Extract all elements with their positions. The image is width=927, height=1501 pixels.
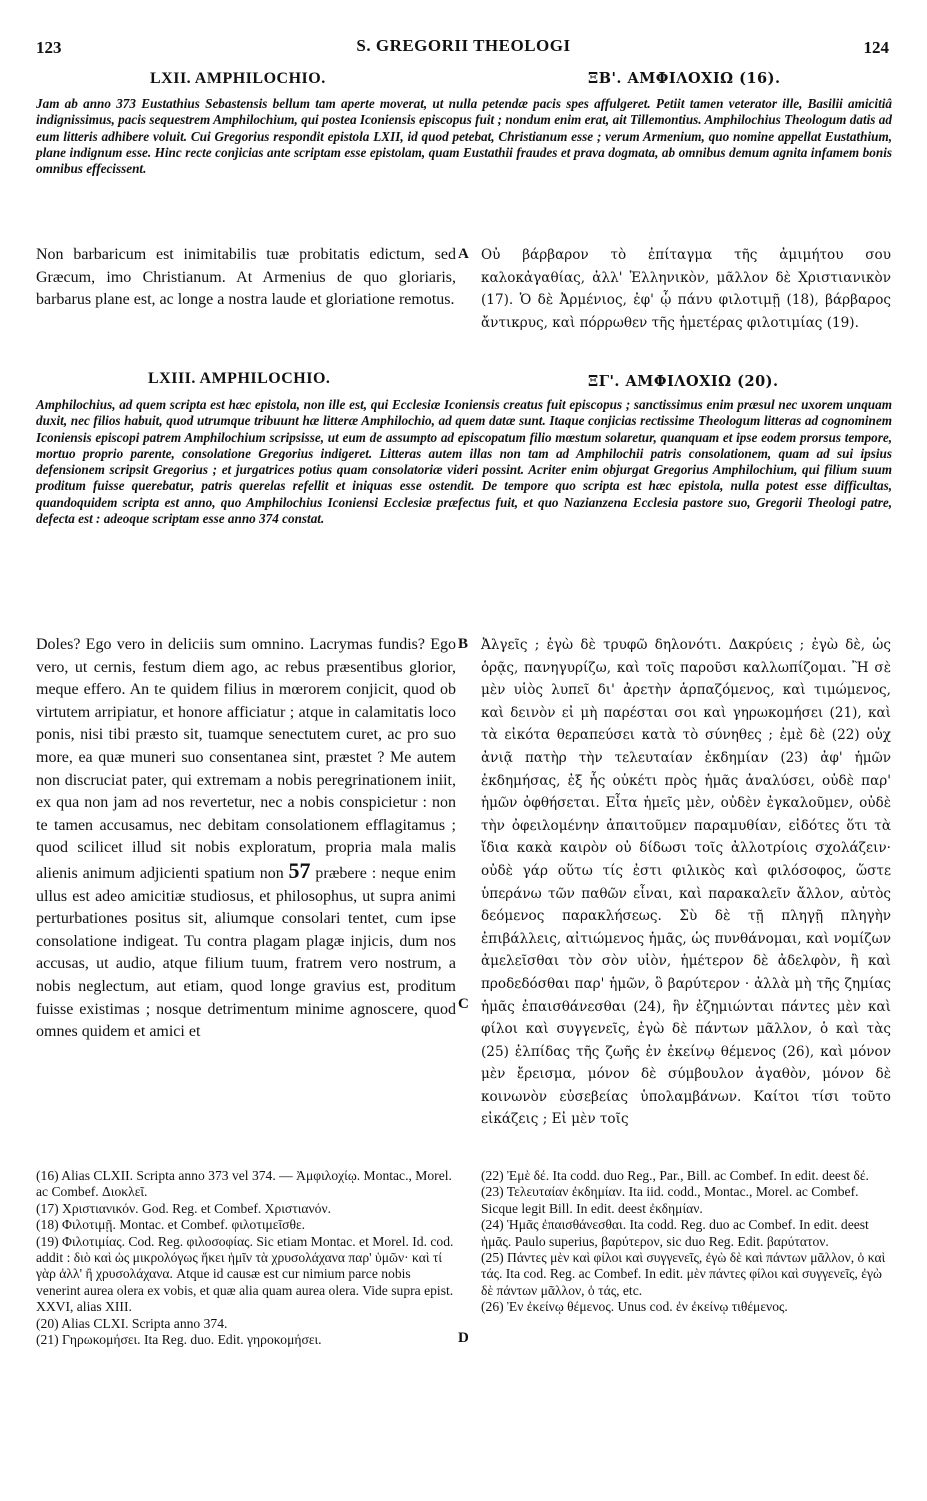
margin-marker-d: D [458, 1330, 469, 1346]
letter62-greek-text: Οὐ βάρβαρον τὸ ἐπίταγμα τῆς ἀμιμήτου σου καλοκἀγαθίας, ἀλλ' Ἑλληνικὸν, μᾶλλον δὲ Χριστιανικὸν (17). Ὁ δὲ Ἀρμένιος, ἐφ' ᾧ πάνυ φιλοτιμῇ (18), βάρβαρος ἄντικρυς, καὶ πόρρωθεν τῆς ἡμετέρας φιλοτιμίας (19). [481, 247, 891, 331]
letter63-greek-heading: ΞΓ'. ΑΜΦΙΛΟΧΙΩ (20). [588, 373, 779, 390]
letter63-latin-heading: LXIII. AMPHILOCHIO. [148, 370, 331, 387]
footnote-26: (26) Ἐν ἐκείνῳ θέμενος. Unus cod. ἐν ἐκείνῳ τιθέμενος. [481, 1299, 788, 1315]
footnote-19: (19) Φιλοτιμίας. Cod. Reg. φιλοσοφίας. Sic etiam Montac. et Morel. Id. cod. addit : διὸ καὶ ὡς μικρολόγως ἥκει ἡμῖν τὰ χρυσολάχανα παρ' ὑμῶν· καὶ τί γὰρ ἀλλ' ἢ χρυσολάχανα. Atque id causæ est cur nimium parce nobis venerint aurea olera ex vobis, et quæ alia quam aurea olera. Vide supra epist. XXVI, alias XIII. [36, 1233, 454, 1315]
right-page-number: 124 [863, 38, 889, 57]
letter62-greek-heading: ΞΒ'. ΑΜΦΙΛΟΧΙΩ (16). [588, 70, 781, 87]
footnote-23: (23) Τελευταίαν ἐκδημίαν. Ita iid. codd., Montac., Morel. ac Combef. Sicque legit Bill. In edit. deest ἐκδημίαν. [481, 1184, 859, 1216]
footnote-16: (16) Alias CLXII. Scripta anno 373 vel 374. — Ἀμφιλοχίῳ. Montac., Morel. ac Combef. Διοκλεῖ. [36, 1168, 452, 1200]
footnotes-right [481, 1168, 891, 1316]
letter62-latin-text: Non barbaricum est inimitabilis tuæ probitatis edictum, sed Græcum, imo Christianum. At Armenius de quo gloriaris, barbarus plane est, ac longe a nostra laude et gloriatione remotus. [36, 246, 456, 309]
letter63-greek-text: Ἀλγεῖς ; ἐγὼ δὲ τρυφῶ δηλονότι. Δακρύεις ; ἐγὼ δὲ, ὡς ὁρᾷς, πανηγυρίζω, καὶ τοῖς παροῦσι καλλωπίζομαι. Ἢ σὲ μὲν υἱὸς λυπεῖ δι' ἀρετὴν ἁρπαζόμενος, καὶ τιμώμενος, καὶ δεινὸν εἰ μὴ παρέσται σοι καὶ γηρωκομήσει (21), καὶ τὰ εἰκότα θεραπεύσει κατὰ τὸ σύνηθες ; ἐμὲ δὲ (22) οὐχ ἀνιᾷ πατὴρ τὴν τελευταίαν ἐκδημίαν (23) ἀφ' ἡμῶν ἐκδημήσας, ἐξ ἧς οὐκέτι πρὸς ἡμᾶς ἀναλύσει, οὐδὲ παρ' ἡμῶν ὀφθήσεται. Εἶτα ἡμεῖς μὲν, οὐδὲν ἐγκαλοῦμεν, οὐδὲ τὴν ὀφειλομένην ἀπαιτοῦμεν παραμυθίαν, εἰδότες ὅτι τὰ ἴδια κακὰ καιρὸν οὐ δίδωσι τοῖς ἀλλοτρίοις σχολάζειν· οὐδὲ γάρ οὕτω τίς ἐστι φιλικὸς καὶ φιλόσοφος, ὥστε ὑπεράνω τῶν παθῶν εἶναι, καὶ παρακαλεῖν ἄλλον, αὐτὸς δεόμενος παρακλήσεως. Σὺ δὲ τῇ πληγῇ πληγὴν ἐπιβάλλεις, αἰτιώμενος ἡμᾶς, ὡς πυνθάνομαι, καὶ νομίζων ἀμελεῖσθαι τὸν σὸν υἱὸν, ἡμέτερον δὲ ἀδελφὸν, ἢ καὶ προδεδόσθαι παρ' ἡμῶν, ὃ βαρύτερον · ἀλλὰ μὴ τῆς ζημίας ἡμᾶς ἐπαισθάνεσθαι (24), ἣν ἐζημιώνται πάντες μὲν καὶ φίλοι καὶ συγγενεῖς, ἐγὼ δὲ πάντων μᾶλλον, ὁ καὶ τὰς (25) ἐλπίδας τῆς ζωῆς ἐν ἐκείνῳ θέμενος (26), καὶ μόνον μὲν ἔρεισμα, μόνον δὲ σύμβουλον ἀγαθὸν, μόνον δὲ κοινωνὸν εὐσεβείας ὑπολαμβάνων. Καίτοι τίσι τοῦτο εἰκάζεις ; Εἰ μὲν τοῖς [481, 637, 891, 1128]
latin-text-part-2: præbere : neque enim ullus est adeo amicitiæ studiosus, et philosophus, ut supra animi perturbationes positus sit, aliumque consolari tentet, cum ipse consolatione indigeat. Tu contra plagam plagæ injicis, dum nos accusas, ut audio, atque filium tuum, fratrem vero nostrum, a nobis neglectum, aut etiam, quod longe gravius est, proditum fuisse existimas ; nosque detrimentum minime agnoscere, quod omnes quidem et amici et [36, 864, 457, 1041]
footnote-17: (17) Χριστιανικόν. God. Reg. et Combef. Χριστιανόν. [36, 1200, 331, 1216]
footnote-18: (18) Φιλοτιμῇ. Montac. et Combef. φιλοτιμεῖσθε. [36, 1217, 306, 1233]
margin-marker-b: B [458, 636, 469, 652]
letter62-intro: Jam ab anno 373 Eustathius Sebastensis bellum tam aperte moverat, ut nulla petendæ pacis spes affulgeret. Petiit tamen veterator ille, Basilii amicitiâ indignissimus, pacis sequestrem Amphilochium, qui postea Iconiensis episcopus fuit ; nondum enim erat, ait Tillemontius. Amphilochius Theologum datis ad eum litteris adhibere voluit. Cui Gregorius respondit epistola LXII, id quod petebat, Christianum esse ; verum Armenium, quo nomine appellat Eustathium, plane indignum esse. Hinc recte conjicias ante scriptam esse epistolam, quam Eustathii fraudes et prava dogmata, ab omnibus demum agnita infamem bonis omnibus effecissent. [36, 96, 892, 177]
letter63-latin-text [36, 634, 456, 1044]
margin-marker-a: A [458, 246, 469, 262]
latin-text-part-1: Doles? Ego vero in deliciis sum omnino. Lacrymas fundis? Ego vero, ut cernis, festum diem ago, ac rebus præsentibus glorior, meque effero. An te quidem filius in mœrorem conjicit, quod ob virtutem arripiatur, et honore afficiatur ; atque in calamitatis loco ponis, nisi tibi præsto sit, tuamque senectutem curet, ac pro suo more, ea quæ muneri suo consentanea sint, præstet ? Me autem non discruciat pater, qui extremam a nobis peregrinationem iniit, ex qua non jam ad nos revertetur, nec a nobis conspicietur : non te tamen accusamus, nec debitam consolationem efflagitamus ; quod scilicet illud sit nobis exploratum, propria mala malis alienis animum adjicienti spatium non [36, 636, 456, 882]
footnote-21: (21) Γηρωκομήσει. Ita Reg. duo. Edit. γηροκομήσει. [36, 1332, 322, 1348]
footnote-24: (24) Ἡμᾶς ἐπαισθάνεσθαι. Ita codd. Reg. duo ac Combef. In edit. deest ἡμᾶς. Paulo superius, βαρύτερον, sic duo Reg. Edit. βαρύτατον. [481, 1217, 869, 1249]
footnotes-left [36, 1168, 456, 1348]
letter62-latin-heading: LXII. AMPHILOCHIO. [150, 70, 326, 87]
margin-marker-c: C [458, 996, 469, 1012]
footnote-22: (22) Ἐμὲ δέ. Ita codd. duo Reg., Par., Bill. ac Combef. In edit. deest δέ. [481, 1168, 869, 1183]
footnote-20: (20) Alias CLXI. Scripta anno 374. [36, 1315, 228, 1331]
footnote-25: (25) Πάντες μὲν καὶ φίλοι καὶ συγγενεῖς, ἐγὼ δὲ καὶ πάντων μᾶλλον, ὁ καὶ τάς. Ita cod. Reg. ac Combef. In edit. μὲν πάντες φίλοι καὶ συγγενεῖς, ἐγὼ δὲ πάντων μᾶλλον, ὁ τάς, etc. [481, 1250, 886, 1298]
column-number: 57 [288, 857, 311, 883]
letter63-intro: Amphilochius, ad quem scripta est hæc epistola, non ille est, qui Ecclesiæ Iconiensis creatus fuit episcopus ; sanctissimus enim præsul nec uxorem unquam duxit, nec filios habuit, quod utrumque tribuunt hæ litteræ Amphilochio, ad quem datæ sunt. Itaque conjicias rectissime Theologum litteras ad cognominem Iconiensis episcopi patrem Amphilochium scripsisse, ut eum de assumpto ad episcopatum filio mœstum solaretur, quanquam et ipse eodem prorsus tempore, mortuo proprio parente, consolatione Gregorius indigeret. Litteras autem illas non tam ad Amphilochii patris consolationem, quam ad sui ipsius defensionem scripsit Gregorius ; et jurgatrices potius quam consolatoriæ videri possint. Acriter enim objurgat Gregorius Amphilochium, qui filium suum proditum fuisse querebatur, patris querelas refellit et iniquas esse ostendit. De tempore quo scripta est hæc epistola, nulla potest esse difficultas, quandoquidem scripta est anno, quo Amphilochius Iconiensi Ecclesiæ præfectus fuit, et quo Nazianzena Ecclesia pastore suo, Gregorii Theologi patre, defecta est : adeoque scriptam esse anno 374 constat. [36, 397, 892, 527]
left-page-number: 123 [36, 38, 62, 57]
running-title: S. GREGORII THEOLOGI [356, 36, 571, 55]
